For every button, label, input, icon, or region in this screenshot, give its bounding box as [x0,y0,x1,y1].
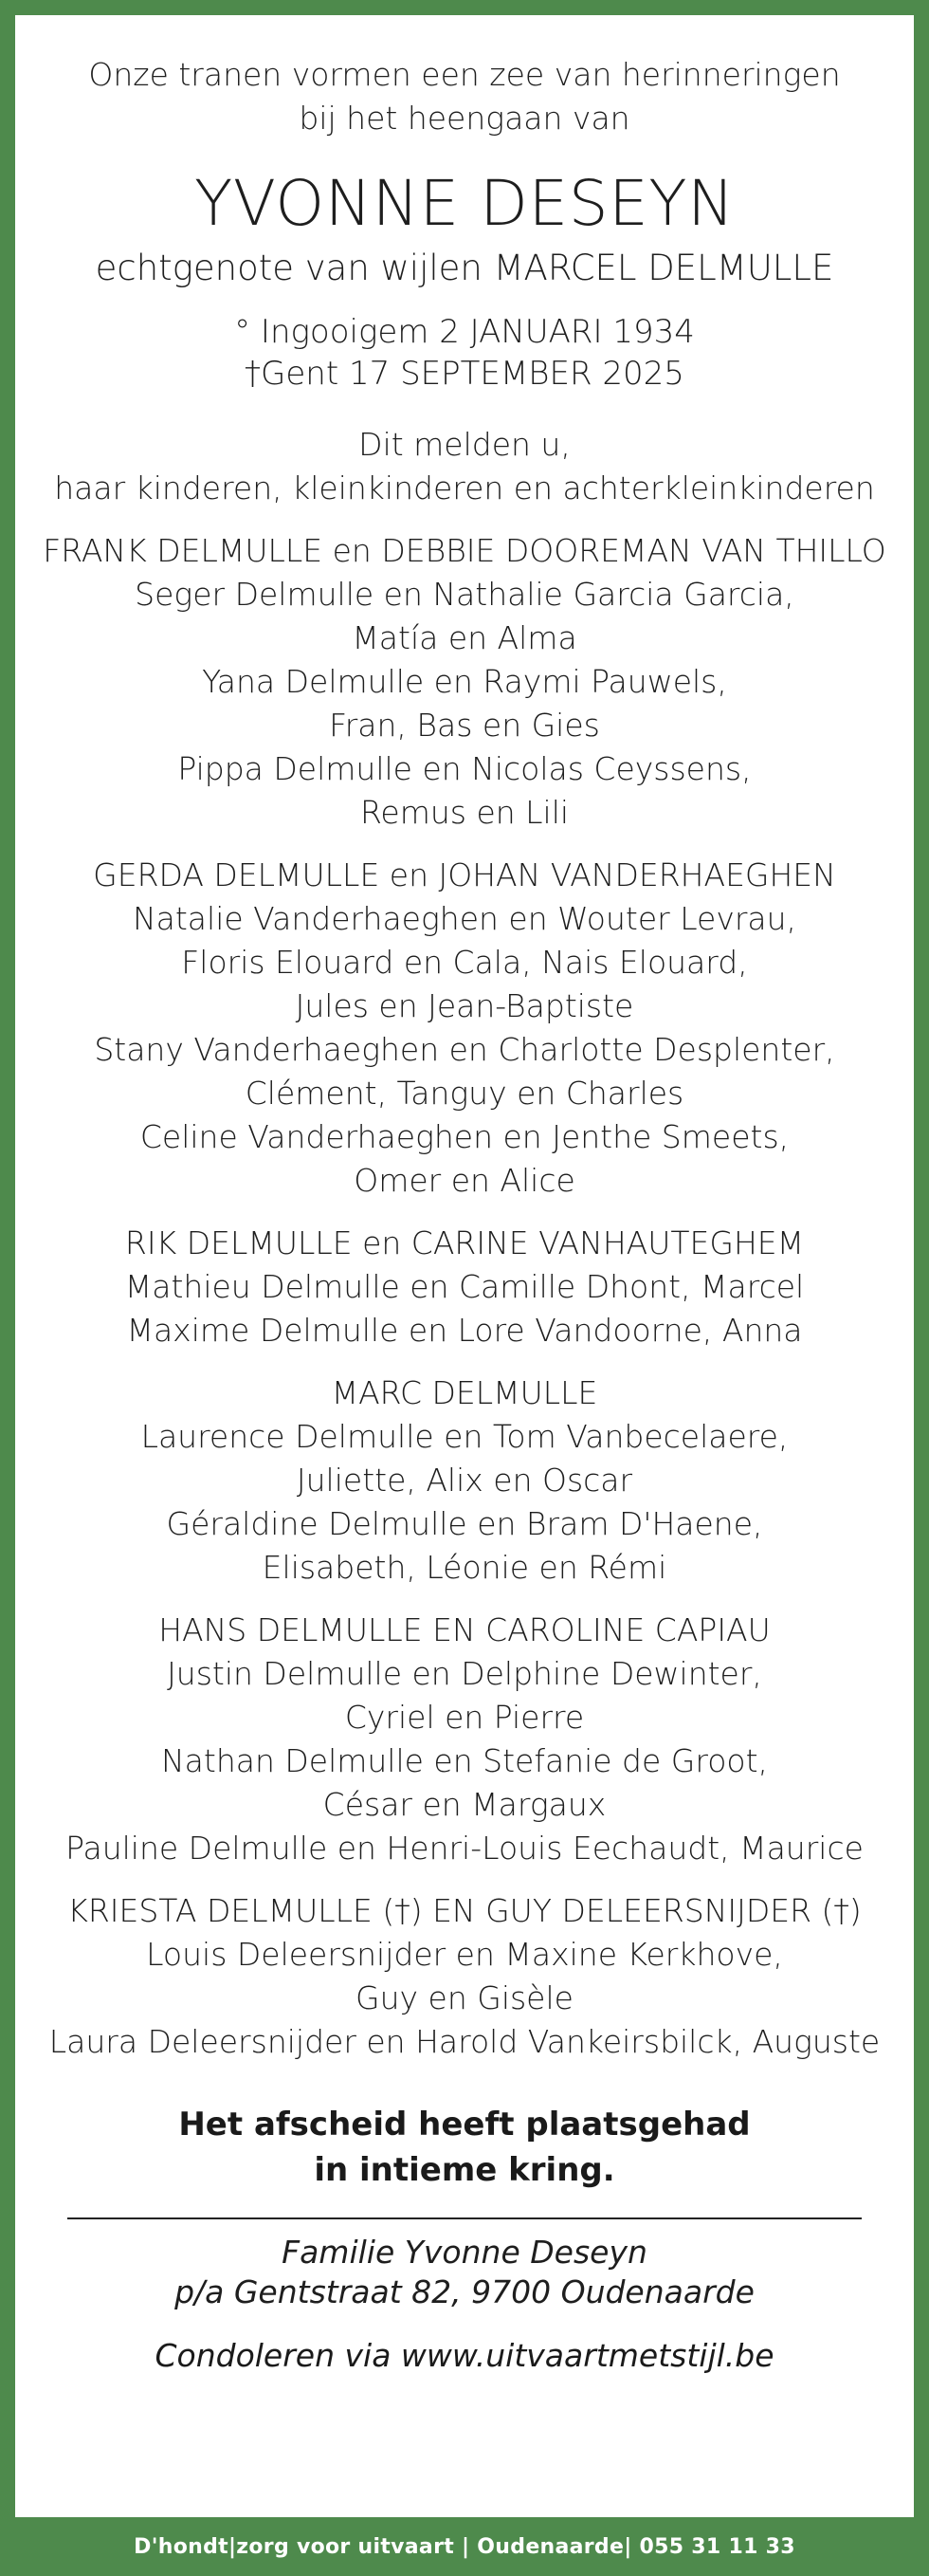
contact-line: p/a Gentstraat 82, 9700 Oudenaarde [174,2273,755,2310]
family-line: Maxime Delmulle en Lore Vandoorne, Anna [126,1312,803,1349]
intro-text [15,53,914,140]
family-line: César en Margaux [322,1786,607,1823]
family-line: Celine Vanderhaeghen en Jenthe Smeets, [139,1118,790,1155]
family-line: MARC DELMULLE [331,1374,598,1411]
divider [67,2217,862,2219]
family-line: RIK DELMULLE en CARINE VANHAUTEGHEM [124,1224,805,1261]
family-line: Pauline Delmulle en Henri-Louis Eechaudt, Maurice [65,1830,864,1867]
family-line: Remus en Lili [359,794,570,831]
spouse-line: echtgenote van wijlen MARCEL DELMULLE [95,248,834,288]
family-line: Juliette, Alix en Oscar [296,1462,633,1499]
family-line: Laurence Delmulle en Tom Vanbecelaere, [140,1418,789,1455]
family-group-hans [15,1609,914,1870]
birth-date: ° Ingooigem 2 JANUARI 1934 [234,313,695,351]
announcement-line: Dit melden u, [358,426,571,463]
family-line: Seger Delmulle en Nathalie Garcia Garcia, [135,576,794,613]
family-line: Clément, Tanguy en Charles [245,1075,684,1112]
funeral-home-footer: D'hondt|zorg voor uitvaart | Oudenaarde| 055 31 11 33 [134,2534,795,2559]
family-line: Elisabeth, Léonie en Rémi [262,1549,667,1586]
family-group-gerda [15,854,914,1203]
family-line: HANS DELMULLE EN CAROLINE CAPIAU [158,1611,771,1648]
family-line: Laura Deleersnijder en Harold Vankeirsbilck, Auguste [48,2023,881,2060]
family-line: Pippa Delmulle en Nicolas Ceyssens, [177,750,752,787]
dates-block [15,311,914,395]
contact-line: Familie Yvonne Deseyn [282,2234,647,2271]
notice-card [15,15,914,2517]
family-line: FRANK DELMULLE en DEBBIE DOOREMAN VAN THILLO [43,532,886,569]
farewell-text [15,2102,914,2193]
death-date: †Gent 17 SEPTEMBER 2025 [245,355,684,393]
family-line: Nathan Delmulle en Stefanie de Groot, [160,1742,769,1779]
announcement [15,423,914,510]
family-line: Louis Deleersnijder en Maxine Kerkhove, [146,1936,783,1973]
family-line: Natalie Vanderhaeghen en Wouter Levrau, [132,900,797,937]
family-line: GERDA DELMULLE en JOHAN VANDERHAEGHEN [93,856,836,893]
condolences-link[interactable]: Condoleren via www.uitvaartmetstijl.be [155,2337,774,2374]
family-line: Mathieu Delmulle en Camille Dhont, Marcel [124,1268,805,1305]
family-line: Justin Delmulle en Delphine Dewinter, [167,1655,762,1692]
announcement-line: haar kinderen, kleinkinderen en achterkleinkinderen [54,469,875,506]
family-line: Fran, Bas en Gies [329,707,600,744]
contact-address [15,2233,914,2312]
family-line: Jules en Jean-Baptiste [295,987,634,1024]
farewell-line: Het afscheid heeft plaatsgehad [178,2106,751,2144]
family-line: Géraldine Delmulle en Bram D'Haene, [166,1505,763,1542]
intro-line: Onze tranen vormen een zee van herinneringen [88,56,841,93]
family-group-frank [15,529,914,835]
family-line: Matía en Alma [352,619,577,656]
family-line: Guy en Gisèle [355,1979,574,2016]
family-group-marc [15,1371,914,1590]
family-line: Cyriel en Pierre [344,1699,585,1736]
family-line: Omer en Alice [354,1162,575,1199]
family-line: Stany Vanderhaeghen en Charlotte Desplenter, [94,1031,835,1068]
family-group-kriesta [15,1889,914,2064]
deceased-name: YVONNE DESEYN [194,167,735,240]
family-line: Floris Elouard en Cala, Nais Elouard, [181,944,748,981]
family-group-rik [15,1222,914,1352]
family-line: Yana Delmulle en Raymi Pauwels, [202,663,727,700]
farewell-line: in intieme kring. [314,2151,615,2189]
family-line: KRIESTA DELMULLE (†) EN GUY DELEERSNIJDER (†) [67,1892,862,1929]
intro-line: bij het heengaan van [299,100,630,137]
